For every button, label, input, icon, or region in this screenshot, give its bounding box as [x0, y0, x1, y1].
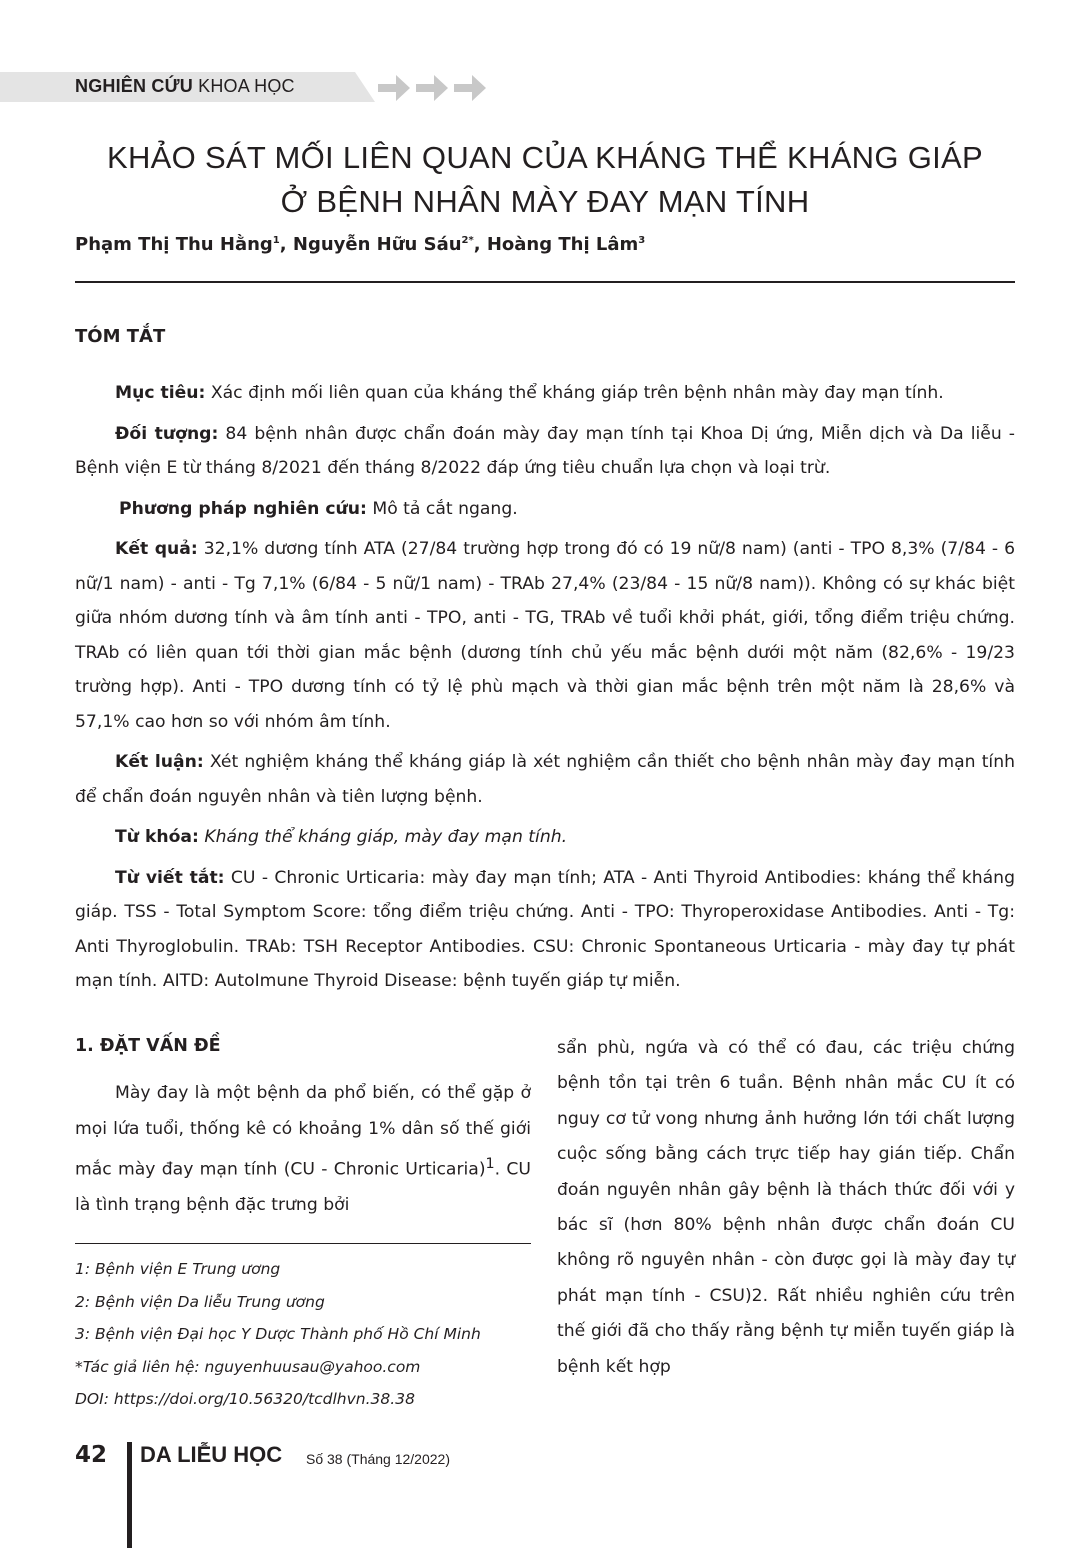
footnote-affiliation-1: 1: Bệnh viện E Trung ương [75, 1260, 281, 1278]
footer-divider [127, 1442, 132, 1548]
section-label-light: KHOA HỌC [198, 76, 295, 96]
intro-text: Mày đay là một bệnh da phổ biến, có thể gặp ở mọi lứa tuổi, thống kê có khoảng 1% dân số thế giới mắc mày đay mạn tính (CU - Chronic Urticaria) [75, 1083, 531, 1180]
right-column-paragraph: sẩn phù, ngứa và có thể có đau, các triệu chứng bệnh tồn tại trên 6 tuần. Bệnh nhân mắc CU ít có nguy cơ tử vong nhưng ảnh hưởng lớn tới chất lượng cuộc sống bằng cách trực tiếp hay gián tiếp. Chẩn đoán nguyên nhân gây bệnh là thách thức đối với y bác sĩ (hơn 80% bệnh nhân được chẩn đoán CU không rõ nguyên nhân - còn được gọi là mày đay tự phát mạn tính - CSU)2. Rất nhiều nghiên cứu trên thế giới đã cho thấy rằng bệnh tự miễn tuyến giáp là bệnh kết hợp [557, 1038, 1015, 1377]
author-list [75, 234, 645, 255]
title-line-2: Ở BỆNH NHÂN MÀY ĐAY MẠN TÍNH [280, 184, 810, 219]
title-line-1: KHẢO SÁT MỐI LIÊN QUAN CỦA KHÁNG THỂ KHÁNG GIÁP [107, 140, 983, 175]
conclusion-text: Xét nghiệm kháng thể kháng giáp là xét nghiệm cần thiết cho bệnh nhân mày đay mạn tính để chẩn đoán nguyên nhân và tiên lượng bệnh. [75, 752, 1015, 807]
author-affiliation: 2* [461, 235, 474, 246]
subjects-text: 84 bệnh nhân được chẩn đoán mày đay mạn tính tại Khoa Dị ứng, Miễn dịch và Da liễu - Bệnh viện E từ tháng 8/2021 đến tháng 8/2022 đáp ứng tiêu chuẩn lựa chọn và loại trừ. [75, 423, 1015, 478]
abstract-subjects [75, 417, 1015, 486]
abstract-objective [75, 376, 1015, 411]
results-label: Kết quả: [115, 539, 198, 559]
author-separator: , [279, 234, 293, 255]
arrow-right-icon [416, 72, 450, 104]
intro-paragraph [75, 1076, 531, 1224]
conclusion-label: Kết luận: [115, 752, 204, 772]
journal-name: DA LIỄU HỌC [140, 1442, 283, 1467]
footnote-divider [75, 1243, 531, 1244]
arrow-right-icon [454, 72, 488, 104]
method-text: Mô tả cắt ngang. [366, 498, 518, 519]
left-column [75, 1030, 531, 1224]
keywords-label: Từ khóa: [115, 827, 199, 847]
author-name: Nguyễn Hữu Sáu [292, 234, 462, 255]
results-text: 32,1% dương tính ATA (27/84 trường hợp trong đó có 19 nữ/8 nam) (anti - TPO 8,3% (7/84 - 6 nữ/1 nam) - anti - Tg 7,1% (6/84 - 5 nữ/1 nam) - TRAb 27,4% (23/84 - 15 nữ/8 nam)). Không có sự khác biệt giữa nhóm dương tính và âm tính anti - TPO, anti - TG, TRAb về tuổi khởi phát, giới, tổng điểm triệu chứng. TRAb có liên quan tới thời gian mắc bệnh (dương tính chủ yếu mắc bệnh dưới một năm (82,6% - 19/23 trường hợp). Anti - TPO dương tính có tỷ lệ phù mạch và thời gian mắc bệnh trên một năm là 28,6% và 57,1% cao hơn so với nhóm âm tính. [75, 539, 1016, 732]
abstract-results [75, 532, 1015, 739]
title-divider [75, 281, 1015, 283]
footnotes [75, 1253, 535, 1416]
journal-issue: Số 38 (Tháng 12/2022) [306, 1451, 450, 1467]
citation: 1 [485, 1156, 495, 1172]
decorative-arrows [378, 72, 488, 104]
section-heading: 1. ĐẶT VẤN ĐỀ [75, 1036, 221, 1056]
article-title [60, 136, 1030, 224]
abstract-abbreviations [75, 861, 1015, 999]
intro-text-end: . CU là tình trạng bệnh đặc trưng bởi [75, 1159, 531, 1216]
arrow-right-icon [378, 72, 412, 104]
footnote-affiliation-3: 3: Bệnh viện Đại học Y Dược Thành phố Hồ Chí Minh [75, 1325, 481, 1343]
keywords-text: Kháng thể kháng giáp, mày đay mạn tính. [198, 827, 568, 847]
author-affiliation: 1 [272, 235, 280, 246]
objective-label: Mục tiêu: [115, 383, 206, 403]
subjects-label: Đối tượng: [115, 423, 219, 444]
abstract-heading: TÓM TẮT [75, 326, 166, 347]
page-number: 42 [75, 1442, 108, 1468]
footnote-doi: DOI: https://doi.org/10.56320/tcdlhvn.38.38 [75, 1390, 415, 1408]
author-name: Phạm Thị Thu Hằng [75, 234, 273, 255]
author-separator: , [473, 234, 487, 255]
abstract-method [75, 492, 1015, 527]
abstract-keywords [75, 820, 1015, 855]
abbrev-label: Từ viết tắt: [115, 867, 225, 888]
section-label [75, 76, 295, 97]
author-name: Hoàng Thị Lâm [486, 234, 639, 255]
method-label: Phương pháp nghiên cứu: [119, 498, 367, 519]
footnote-contact: *Tác giả liên hệ: nguyenhuusau@yahoo.com [75, 1357, 421, 1376]
abstract-conclusion [75, 745, 1015, 814]
abbrev-text: CU - Chronic Urticaria: mày đay mạn tính; ATA - Anti Thyroid Antibodies: kháng thể kháng giáp. TSS - Total Symptom Score: tổng điểm triệu chứng. Anti - TPO: Thyroperoxidase Antibodies. Anti - Tg: Anti Thyroglobulin. TRAb: TSH Receptor Antibodies. CSU: Chronic Spontaneous Urticaria - mày đay tự phát mạn tính. AITD: AutoImune Thyroid Disease: bệnh tuyến giáp tự miễn. [75, 867, 1015, 991]
abstract-body [75, 376, 1015, 1005]
footnote-affiliation-2: 2: Bệnh viện Da liễu Trung ương [75, 1292, 325, 1311]
section-label-bold: NGHIÊN CỨU [75, 76, 193, 96]
author-affiliation: 3 [638, 235, 646, 246]
objective-text: Xác định mối liên quan của kháng thể kháng giáp trên bệnh nhân mày đay mạn tính. [205, 383, 944, 403]
